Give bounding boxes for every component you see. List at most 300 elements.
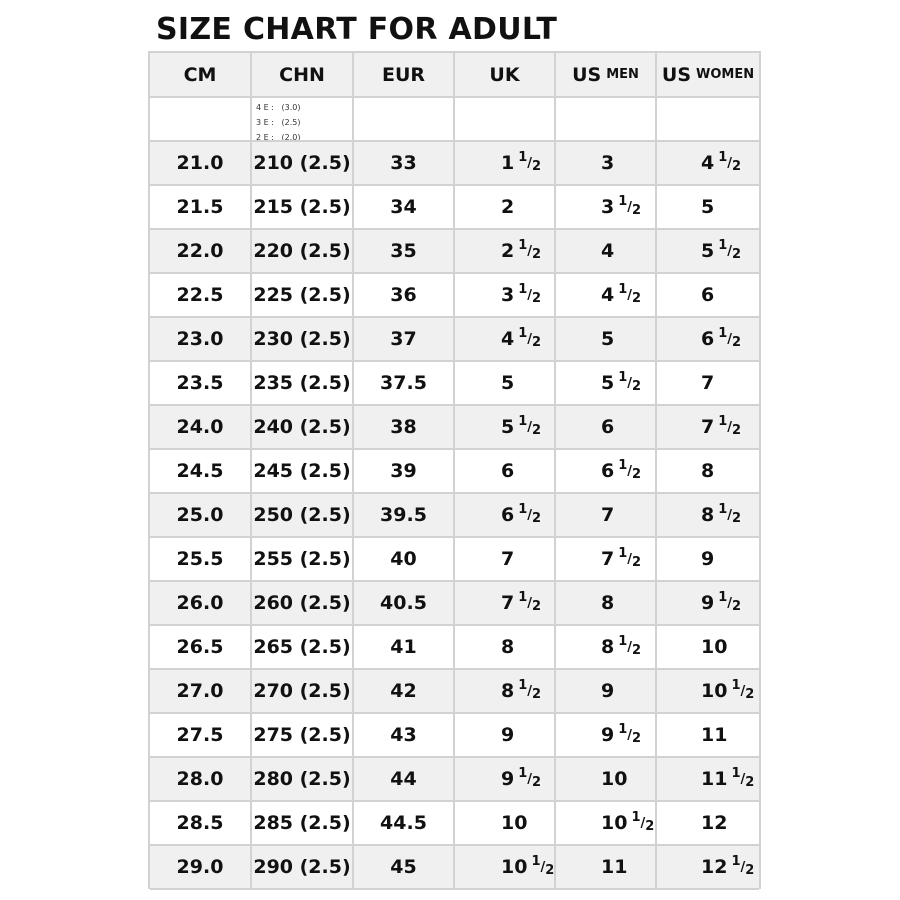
fraction-denominator: 2 [732,246,742,262]
cell-cm: 29.0 [150,846,252,888]
cell-cm: 25.0 [150,494,252,536]
cell-us-women [657,450,759,492]
cell-us-men-whole: 8 [601,592,615,614]
fraction-denominator: 2 [545,862,555,878]
cell-uk-whole: 10 [501,812,528,834]
fraction-denominator: 2 [632,730,642,746]
fraction-denominator: 2 [745,774,755,790]
fraction-denominator: 2 [632,466,642,482]
cell-us-men-whole: 6 [601,416,615,438]
cell-us-men [556,538,657,580]
cell-uk [455,450,556,492]
cell-uk-whole: 6 [501,504,515,526]
cell-eur: 34 [354,186,455,228]
fraction-denominator: 2 [632,202,642,218]
size-row [150,406,759,450]
cell-cm: 21.0 [150,142,252,184]
cell-uk [455,670,556,712]
cell-eur: 44.5 [354,802,455,844]
cell-us-men [556,186,657,228]
fraction-numerator: 1 [518,325,528,341]
header-cm: CM [150,53,252,96]
chn-note: 3 E : (2.5) [256,118,301,127]
size-row [150,274,759,318]
fraction-slash: / [727,419,733,435]
header-us-men-main: US [572,63,602,86]
chn-note: 2 E : (2.0) [256,133,301,140]
cell-us-women-whole: 5 [701,196,715,218]
half-fraction [731,677,755,702]
cell-us-men-whole: 10 [601,768,628,790]
size-row [150,450,759,494]
cell-us-women [657,142,759,184]
half-fraction [518,413,542,438]
fraction-slash: / [627,375,633,391]
fraction-numerator: 1 [531,853,541,869]
half-fraction [618,633,642,658]
notes-cell-eur [354,98,455,140]
cell-uk-whole: 7 [501,592,515,614]
cell-us-women-whole: 7 [701,416,715,438]
cell-us-women-whole: 6 [701,328,715,350]
half-fraction [618,281,642,306]
cell-cm: 27.0 [150,670,252,712]
cell-us-men [556,670,657,712]
cell-chn: 220 (2.5) [252,230,354,272]
cell-us-women-whole: 10 [701,636,728,658]
header-us-women-sub: WOMEN [696,67,755,82]
fraction-numerator: 1 [718,149,728,165]
cell-uk-whole: 4 [501,328,515,350]
cell-us-women-whole: 12 [701,856,728,878]
cell-uk [455,582,556,624]
cell-us-women [657,494,759,536]
cell-us-women-whole: 9 [701,548,715,570]
size-row [150,186,759,230]
cell-us-women [657,274,759,316]
size-row [150,494,759,538]
cell-us-men [556,582,657,624]
cell-uk [455,274,556,316]
cell-cm: 26.5 [150,626,252,668]
half-fraction [731,853,755,878]
notes-cell-chn [252,98,354,140]
size-row [150,230,759,274]
cell-uk-whole: 2 [501,240,515,262]
fraction-denominator: 2 [532,290,542,306]
half-fraction [518,501,542,526]
cell-us-men [556,450,657,492]
half-fraction [718,501,742,526]
cell-chn: 225 (2.5) [252,274,354,316]
fraction-denominator: 2 [645,818,655,834]
cell-eur: 38 [354,406,455,448]
size-row [150,362,759,406]
half-fraction [531,853,555,878]
cell-us-women [657,406,759,448]
fraction-numerator: 1 [631,809,641,825]
cell-us-men-whole: 5 [601,328,615,350]
fraction-denominator: 2 [632,378,642,394]
cell-cm: 27.5 [150,714,252,756]
header-row [150,53,759,98]
cell-chn: 240 (2.5) [252,406,354,448]
cell-us-women [657,846,759,888]
half-fraction [731,765,755,790]
cell-uk [455,230,556,272]
fraction-numerator: 1 [718,413,728,429]
cell-us-women-whole: 4 [701,152,715,174]
fraction-denominator: 2 [532,246,542,262]
cell-uk-whole: 8 [501,680,515,702]
header-us-men-sub: MEN [606,67,639,82]
cell-cm: 24.5 [150,450,252,492]
cell-us-men-whole: 3 [601,196,615,218]
cell-us-women-whole: 10 [701,680,728,702]
cell-us-women [657,186,759,228]
cell-uk [455,362,556,404]
half-fraction [518,765,542,790]
size-row [150,670,759,714]
fraction-numerator: 1 [518,413,528,429]
fraction-slash: / [527,507,533,523]
cell-uk-whole: 10 [501,856,528,878]
cell-uk-whole: 7 [501,548,515,570]
fraction-slash: / [527,771,533,787]
half-fraction [631,809,655,834]
size-row [150,714,759,758]
cell-cm: 23.0 [150,318,252,360]
fraction-slash: / [527,155,533,171]
size-row [150,582,759,626]
cell-chn: 265 (2.5) [252,626,354,668]
cell-us-women [657,538,759,580]
fraction-slash: / [727,331,733,347]
cell-us-men-whole: 3 [601,152,615,174]
cell-uk [455,142,556,184]
fraction-denominator: 2 [732,422,742,438]
fraction-denominator: 2 [732,510,742,526]
fraction-slash: / [527,595,533,611]
fraction-denominator: 2 [732,598,742,614]
header-eur: EUR [354,53,455,96]
fraction-numerator: 1 [718,501,728,517]
size-chart-table [148,51,761,889]
cell-cm: 26.0 [150,582,252,624]
cell-chn: 235 (2.5) [252,362,354,404]
fraction-numerator: 1 [518,677,528,693]
cell-eur: 33 [354,142,455,184]
cell-us-women [657,714,759,756]
cell-chn: 260 (2.5) [252,582,354,624]
cell-eur: 45 [354,846,455,888]
cell-chn: 250 (2.5) [252,494,354,536]
cell-chn: 230 (2.5) [252,318,354,360]
cell-us-women-whole: 12 [701,812,728,834]
cell-uk [455,802,556,844]
fraction-denominator: 2 [632,554,642,570]
half-fraction [718,149,742,174]
half-fraction [518,325,542,350]
fraction-slash: / [740,683,746,699]
cell-uk-whole: 5 [501,372,515,394]
cell-uk [455,318,556,360]
fraction-denominator: 2 [732,158,742,174]
fraction-slash: / [727,507,733,523]
half-fraction [518,281,542,306]
cell-chn: 270 (2.5) [252,670,354,712]
cell-cm: 23.5 [150,362,252,404]
fraction-denominator: 2 [532,158,542,174]
fraction-numerator: 1 [618,721,628,737]
cell-uk-whole: 3 [501,284,515,306]
fraction-slash: / [627,199,633,215]
fraction-denominator: 2 [745,686,755,702]
cell-us-men [556,802,657,844]
cell-us-men [556,230,657,272]
cell-eur: 40.5 [354,582,455,624]
fraction-slash: / [627,287,633,303]
half-fraction [518,589,542,614]
cell-eur: 37.5 [354,362,455,404]
fraction-denominator: 2 [632,290,642,306]
cell-uk-whole: 9 [501,724,515,746]
notes-cell-uk [455,98,556,140]
cell-us-women-whole: 11 [701,724,728,746]
half-fraction [618,457,642,482]
notes-cell-us-women [657,98,759,140]
notes-cell-us-men [556,98,657,140]
cell-eur: 41 [354,626,455,668]
header-us-men [556,53,657,96]
size-row [150,538,759,582]
cell-us-women-whole: 8 [701,460,715,482]
cell-us-men [556,274,657,316]
chart-title: SIZE CHART FOR ADULT [156,12,558,47]
cell-chn: 280 (2.5) [252,758,354,800]
fraction-slash: / [627,551,633,567]
fraction-numerator: 1 [518,765,528,781]
half-fraction [518,237,542,262]
size-row [150,846,759,890]
cell-us-men-whole: 9 [601,680,615,702]
cell-cm: 21.5 [150,186,252,228]
cell-eur: 37 [354,318,455,360]
size-row [150,802,759,846]
fraction-numerator: 1 [731,853,741,869]
chn-note: 4 E : (3.0) [256,103,301,112]
cell-us-men-whole: 7 [601,548,615,570]
cell-us-men-whole: 9 [601,724,615,746]
cell-uk [455,626,556,668]
fraction-numerator: 1 [518,237,528,253]
cell-chn: 255 (2.5) [252,538,354,580]
cell-uk-whole: 2 [501,196,515,218]
cell-us-women [657,670,759,712]
half-fraction [618,545,642,570]
cell-us-men-whole: 7 [601,504,615,526]
cell-us-women-whole: 7 [701,372,715,394]
cell-us-men [556,406,657,448]
cell-us-men-whole: 11 [601,856,628,878]
fraction-slash: / [740,859,746,875]
fraction-slash: / [527,331,533,347]
fraction-slash: / [727,155,733,171]
half-fraction [518,149,542,174]
fraction-slash: / [640,815,646,831]
cell-eur: 40 [354,538,455,580]
fraction-slash: / [627,463,633,479]
fraction-numerator: 1 [618,457,628,473]
cell-uk-whole: 8 [501,636,515,658]
fraction-slash: / [527,243,533,259]
cell-us-men-whole: 5 [601,372,615,394]
fraction-slash: / [627,727,633,743]
cell-cm: 22.0 [150,230,252,272]
header-uk: UK [455,53,556,96]
cell-cm: 28.0 [150,758,252,800]
half-fraction [718,413,742,438]
cell-eur: 42 [354,670,455,712]
cell-chn: 290 (2.5) [252,846,354,888]
cell-us-men-whole: 10 [601,812,628,834]
fraction-numerator: 1 [518,281,528,297]
fraction-denominator: 2 [632,642,642,658]
cell-us-men-whole: 8 [601,636,615,658]
cell-uk [455,846,556,888]
cell-us-women-whole: 5 [701,240,715,262]
header-us-women [657,53,759,96]
cell-cm: 24.0 [150,406,252,448]
cell-us-men-whole: 4 [601,284,615,306]
half-fraction [718,325,742,350]
fraction-slash: / [727,595,733,611]
fraction-slash: / [527,287,533,303]
fraction-denominator: 2 [732,334,742,350]
header-us-women-main: US [661,63,692,86]
fraction-numerator: 1 [518,589,528,605]
cell-eur: 35 [354,230,455,272]
fraction-denominator: 2 [532,774,542,790]
fraction-numerator: 1 [518,149,528,165]
cell-chn: 210 (2.5) [252,142,354,184]
cell-us-men [556,362,657,404]
cell-eur: 43 [354,714,455,756]
cell-chn: 245 (2.5) [252,450,354,492]
fraction-slash: / [727,243,733,259]
size-row [150,758,759,802]
cell-uk [455,186,556,228]
cell-us-men [556,846,657,888]
notes-cell-cm [150,98,252,140]
fraction-numerator: 1 [618,369,628,385]
size-row [150,318,759,362]
cell-us-women [657,230,759,272]
cell-us-men [556,758,657,800]
width-notes-row [150,98,759,142]
fraction-denominator: 2 [532,422,542,438]
cell-us-women [657,626,759,668]
cell-us-women [657,318,759,360]
cell-uk-whole: 1 [501,152,515,174]
half-fraction [718,589,742,614]
cell-eur: 44 [354,758,455,800]
fraction-numerator: 1 [718,237,728,253]
cell-eur: 39.5 [354,494,455,536]
cell-us-women [657,758,759,800]
cell-us-women-whole: 6 [701,284,715,306]
fraction-slash: / [740,771,746,787]
half-fraction [518,677,542,702]
cell-us-men [556,142,657,184]
fraction-slash: / [527,419,533,435]
fraction-numerator: 1 [618,193,628,209]
fraction-numerator: 1 [618,281,628,297]
cell-cm: 22.5 [150,274,252,316]
cell-uk-whole: 6 [501,460,515,482]
cell-chn: 275 (2.5) [252,714,354,756]
cell-chn: 215 (2.5) [252,186,354,228]
cell-uk [455,494,556,536]
fraction-numerator: 1 [618,633,628,649]
fraction-numerator: 1 [731,677,741,693]
cell-us-women [657,362,759,404]
fraction-denominator: 2 [745,862,755,878]
fraction-denominator: 2 [532,598,542,614]
fraction-denominator: 2 [532,334,542,350]
cell-us-men [556,626,657,668]
fraction-numerator: 1 [718,325,728,341]
cell-eur: 39 [354,450,455,492]
fraction-denominator: 2 [532,510,542,526]
cell-uk [455,714,556,756]
fraction-numerator: 1 [731,765,741,781]
size-row [150,142,759,186]
fraction-numerator: 1 [718,589,728,605]
header-chn: CHN [252,53,354,96]
fraction-slash: / [527,683,533,699]
cell-us-women [657,802,759,844]
cell-uk-whole: 9 [501,768,515,790]
cell-uk [455,406,556,448]
cell-us-women-whole: 9 [701,592,715,614]
fraction-numerator: 1 [618,545,628,561]
half-fraction [718,237,742,262]
cell-cm: 25.5 [150,538,252,580]
cell-uk [455,758,556,800]
fraction-numerator: 1 [518,501,528,517]
cell-us-women-whole: 11 [701,768,728,790]
size-row [150,626,759,670]
half-fraction [618,721,642,746]
cell-cm: 28.5 [150,802,252,844]
half-fraction [618,369,642,394]
cell-uk-whole: 5 [501,416,515,438]
cell-us-men-whole: 4 [601,240,615,262]
half-fraction [618,193,642,218]
cell-us-women-whole: 8 [701,504,715,526]
cell-us-men [556,714,657,756]
fraction-slash: / [627,639,633,655]
cell-us-men [556,318,657,360]
fraction-slash: / [540,859,546,875]
cell-uk [455,538,556,580]
fraction-denominator: 2 [532,686,542,702]
cell-us-men-whole: 6 [601,460,615,482]
chn-width-notes [252,98,301,140]
cell-us-women [657,582,759,624]
cell-us-men [556,494,657,536]
